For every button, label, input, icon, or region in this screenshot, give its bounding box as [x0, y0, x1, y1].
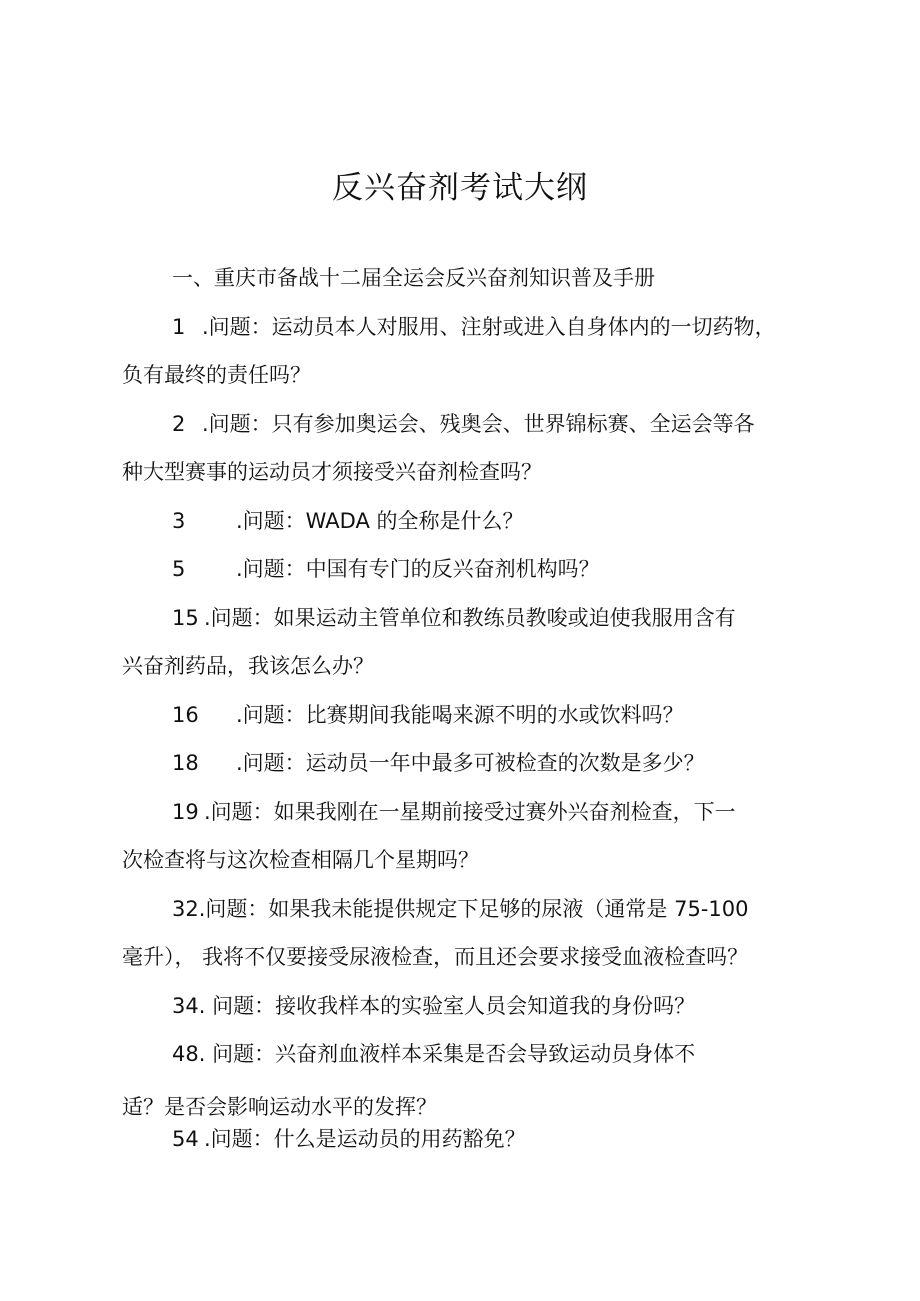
- question-text: .问题：比赛期间我能喝来源不明的水或饮料吗？: [236, 703, 684, 727]
- section-heading: 一、重庆市备战十二届全运会反兴奋剂知识普及手册: [172, 266, 655, 290]
- document-title: 反兴奋剂考试大纲: [332, 170, 588, 206]
- question-text: 问题：如果我未能提供规定下足够的尿液（通常是 75-100: [205, 897, 749, 921]
- question-number: 32.: [172, 897, 206, 921]
- question-15-continuation: 兴奋剂药品，我该怎么办？: [122, 654, 374, 678]
- question-number: 3: [172, 509, 186, 533]
- question-number: 19: [172, 800, 199, 824]
- question-number: 48.: [172, 1042, 206, 1066]
- question-number: 34.: [172, 994, 206, 1018]
- question-19-continuation: 次检查将与这次检查相隔几个星期吗？: [122, 848, 479, 872]
- question-text: .问题：中国有专门的反兴奋剂机构吗？: [236, 557, 600, 581]
- question-5: [172, 552, 600, 586]
- question-text: .问题：WADA 的全称是什么？: [236, 509, 524, 533]
- question-text: 问题：接收我样本的实验室人员会知道我的身份吗？: [205, 994, 696, 1018]
- question-number: 15: [172, 606, 199, 630]
- question-number: 54: [172, 1127, 199, 1151]
- question-16: [172, 698, 684, 732]
- question-number: 2: [172, 412, 186, 436]
- question-3: [172, 504, 524, 538]
- question-number: 5: [172, 557, 186, 581]
- question-1: [172, 310, 776, 344]
- question-2-continuation: 种大型赛事的运动员才须接受兴奋剂检查吗？: [122, 460, 542, 484]
- question-34: [172, 989, 695, 1023]
- question-text: .问题：运动员本人对服用、注射或进入自身体内的一切药物，: [202, 315, 776, 339]
- question-18: [172, 746, 705, 780]
- question-text: .问题：运动员一年中最多可被检查的次数是多少？: [236, 751, 705, 775]
- question-32: [172, 892, 748, 926]
- question-number: 1: [172, 315, 186, 339]
- question-2: [172, 407, 755, 441]
- question-19: [172, 795, 736, 829]
- question-48-continuation: 适？是否会影响运动水平的发挥？: [122, 1095, 437, 1119]
- question-text: .问题：如果运动主管单位和教练员教唆或迫使我服用含有: [204, 606, 736, 630]
- question-text: .问题：如果我刚在一星期前接受过赛外兴奋剂检查，下一: [204, 800, 736, 824]
- question-1-continuation: 负有最终的责任吗？: [122, 363, 311, 387]
- question-text: .问题：什么是运动员的用药豁免？: [204, 1127, 526, 1151]
- question-number: 18: [172, 751, 199, 775]
- question-32-continuation: 毫升）， 我将不仅要接受尿液检查，而且还会要求接受血液检查吗？: [122, 945, 749, 969]
- question-text: 问题：兴奋剂血液样本采集是否会导致运动员身体不: [205, 1042, 696, 1066]
- question-15: [172, 601, 736, 635]
- question-number: 16: [172, 703, 199, 727]
- question-54: [172, 1122, 526, 1156]
- question-48: [172, 1037, 695, 1071]
- question-text: .问题：只有参加奥运会、残奥会、世界锦标赛、全运会等各: [202, 412, 755, 436]
